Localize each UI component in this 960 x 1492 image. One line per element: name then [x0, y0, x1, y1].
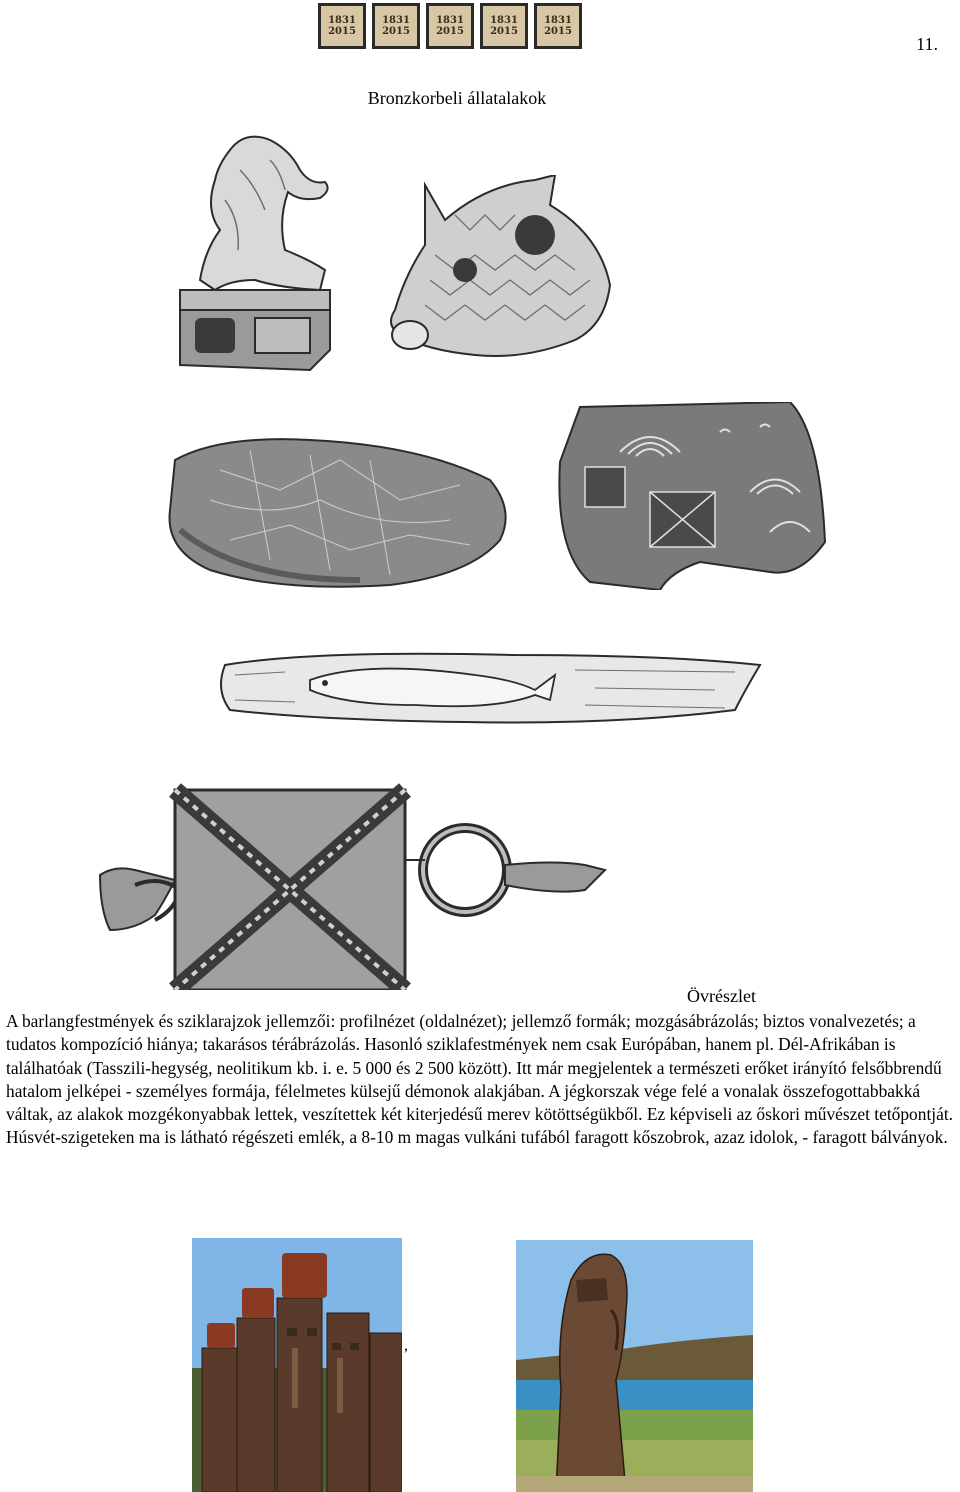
- logo-text-line: 2015: [436, 26, 464, 37]
- fish-bone-illustration: [215, 650, 765, 730]
- logo-text-line: 1831: [544, 15, 572, 26]
- logo-badge: [426, 3, 474, 49]
- page-number: 11.: [916, 34, 938, 54]
- moai-group-photo: [192, 1238, 402, 1492]
- logo-badge: [318, 3, 366, 49]
- logo-text-line: 1831: [490, 15, 518, 26]
- stamped-plate-illustration: [550, 402, 830, 590]
- logo-badge: [534, 3, 582, 49]
- logo-text-line: 1831: [328, 15, 356, 26]
- header-logos: [318, 3, 582, 49]
- logo-text-line: 1831: [382, 15, 410, 26]
- page-title: Bronzkorbeli állatalakok: [367, 88, 547, 108]
- belt-buckle-illustration: [95, 780, 610, 990]
- horse-figurine-illustration: [160, 130, 340, 380]
- body-paragraph: A barlangfestmények és sziklarajzok jellemzői: profilnézet (oldalnézet); jellemző formák; mozgásábrázolás; biztos vonalvezetés; a tudatos kompozíció hiánya; takarásos térábrázolás. Hasonló sziklafestmények nem csak Európában, hanem pl. Dél-Afrikában is találhatóak (Tasszili-hegység, neolitikum kb. i. e. 5 000 és 2 500 között). Itt már megjelentek a természeti erőket irányító felsőbbrendű hatalom jelképei - személyes formája, félelmetes külsejű démonok alakjában. A jégkorszak vége felé a vonalak összefogottabbakká váltak, az alakok mozgékonyabbak lettek, veszítettek két kiterjedésű merev kötöttségükből. Ez képviseli az őskori művészet tetőpontját. Húsvét-szigeteken ma is látható régészeti emlék, a 8-10 m magas vulkáni tufából faragott kőszobrok, azaz idolok, - faragott bálványok.: [6, 1011, 953, 1148]
- logo-badge: [372, 3, 420, 49]
- logo-text: [382, 15, 410, 37]
- logo-text-line: 1831: [436, 15, 464, 26]
- logo-text: [436, 15, 464, 37]
- image-caption: Övrészlet: [687, 986, 756, 1006]
- logo-text: [328, 15, 356, 37]
- logo-text-line: 2015: [490, 26, 518, 37]
- logo-badge: [480, 3, 528, 49]
- logo-text-line: 2015: [544, 26, 572, 37]
- logo-text-line: 2015: [328, 26, 356, 37]
- moai-coast-photo: [516, 1240, 753, 1492]
- logo-text: [544, 15, 572, 37]
- engraved-stone-illustration: [160, 430, 515, 595]
- logo-text-line: 2015: [382, 26, 410, 37]
- logo-text: [490, 15, 518, 37]
- photo-separator: ,: [404, 1337, 408, 1354]
- boar-head-illustration: [385, 175, 620, 375]
